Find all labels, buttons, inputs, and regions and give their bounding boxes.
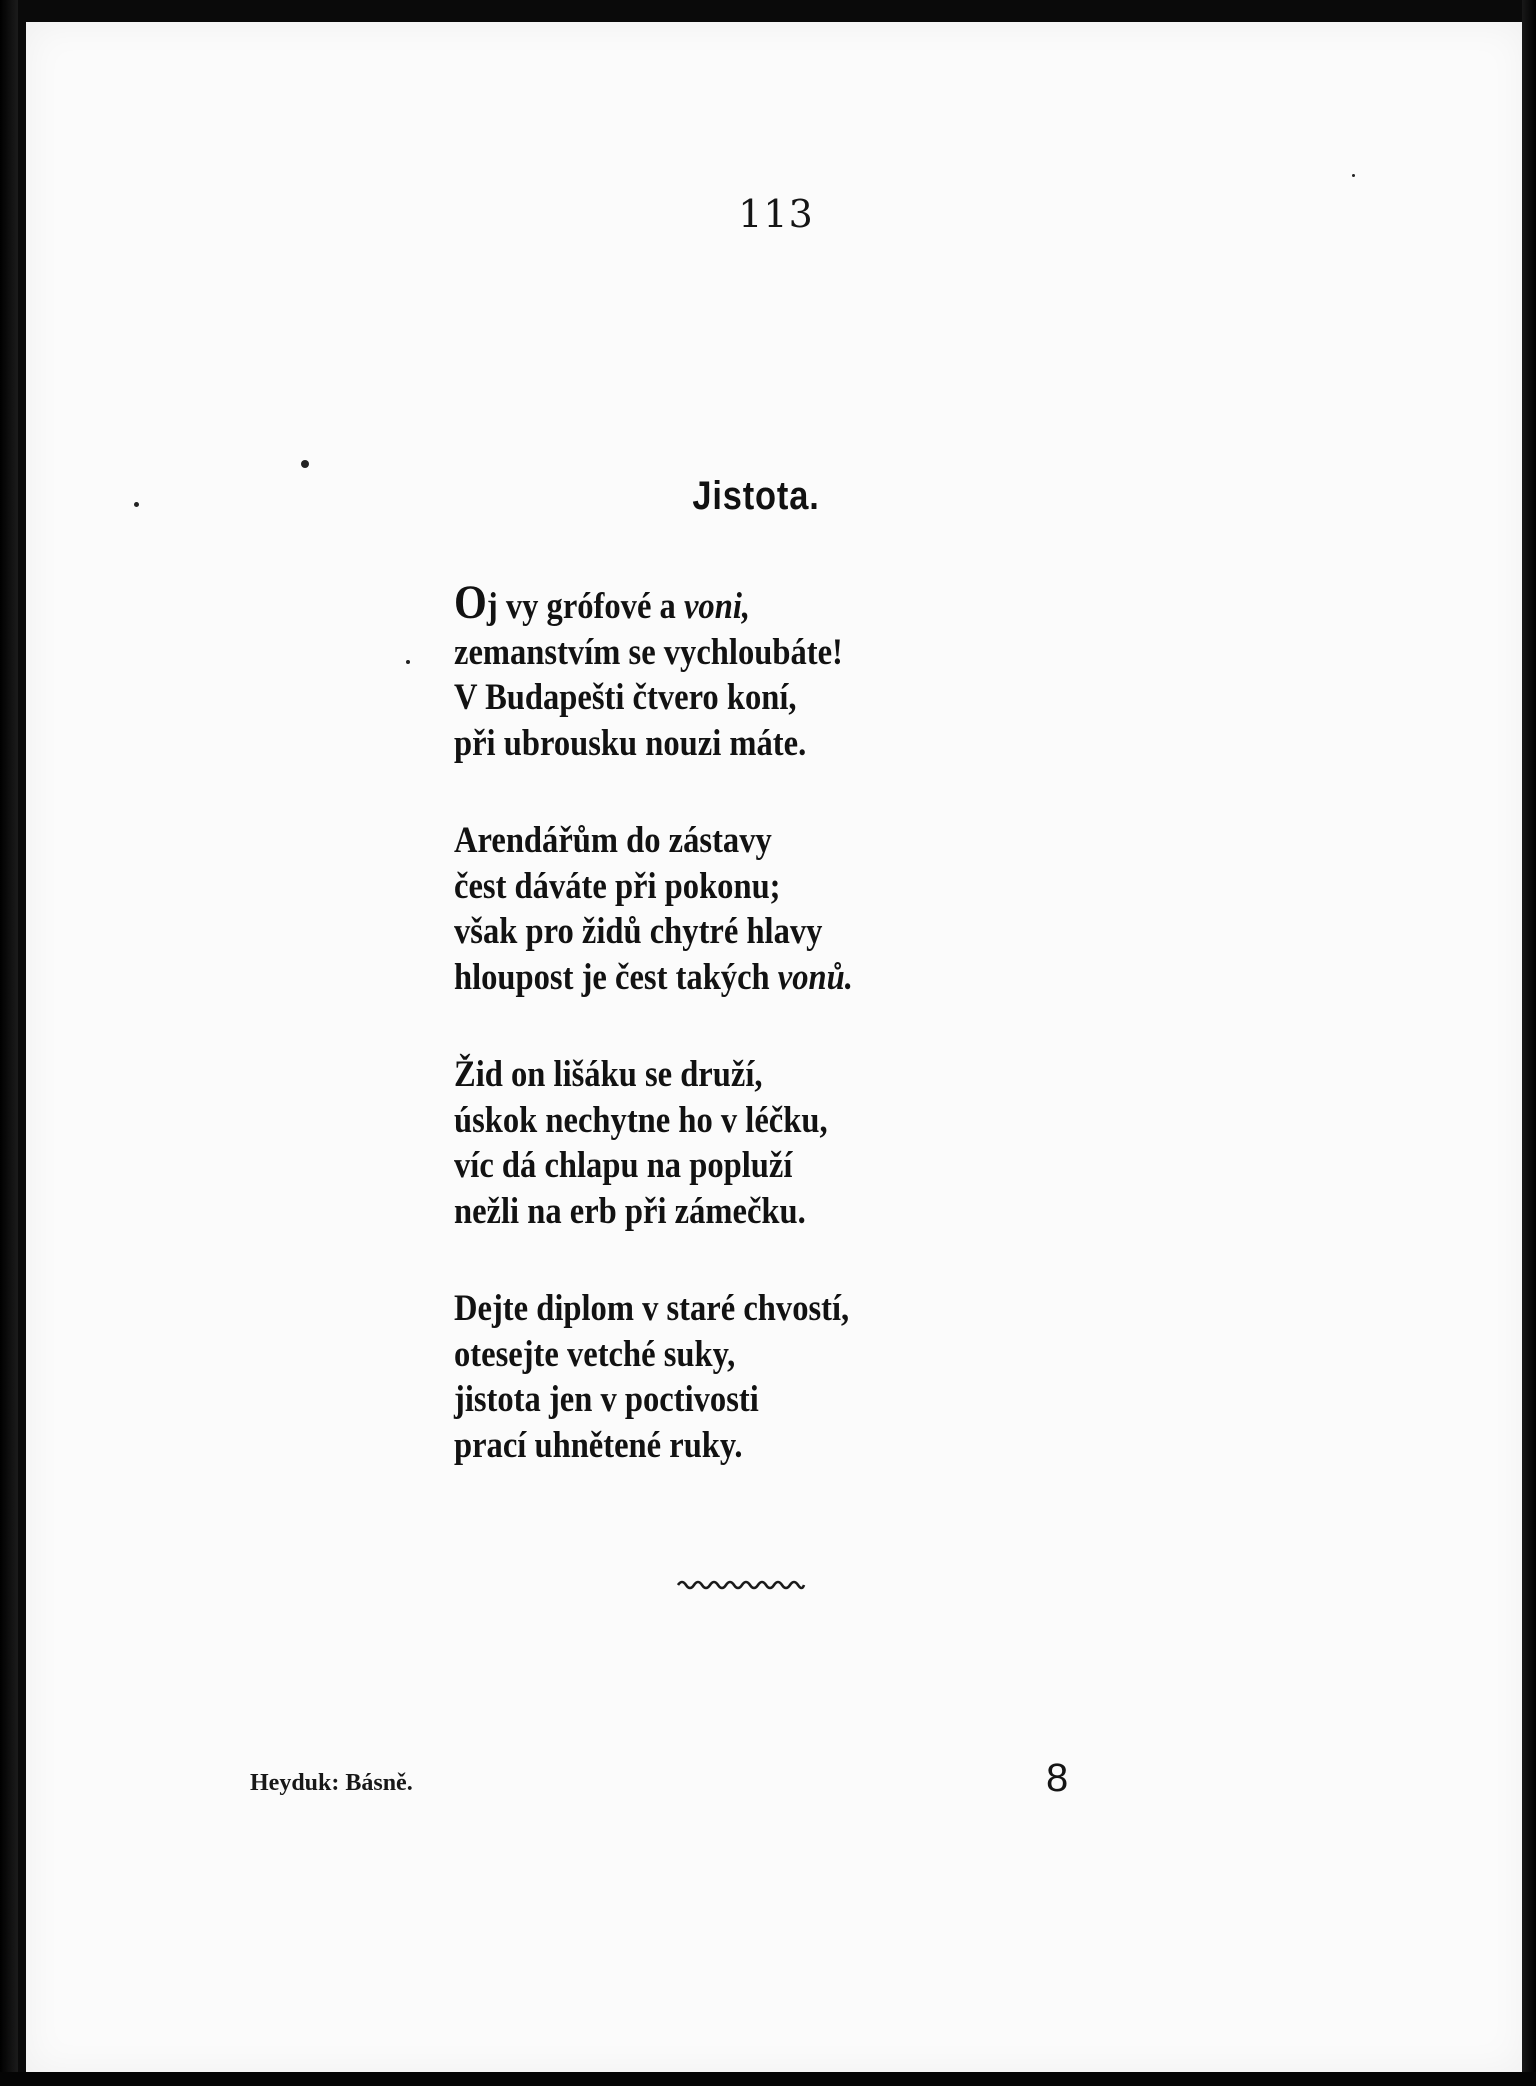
poem-line: však pro židů chytré hlavy <box>454 911 823 952</box>
poem-line: čest dáváte při pokonu; <box>454 865 781 907</box>
signature-mark: Heyduk: Básně. <box>250 1770 413 1796</box>
poem-line: otesejte vetché suky, <box>454 1333 736 1375</box>
initial-letter: O <box>454 576 487 629</box>
poem-line: Dejte diplom v staré chvostí, <box>454 1288 850 1329</box>
line-text: hloupost je čest takých <box>454 956 778 998</box>
poem-line: při ubrousku nouzi máte. <box>454 722 807 764</box>
page-number: 113 <box>738 192 814 236</box>
book-page <box>26 22 1526 2074</box>
stanza-1 <box>454 576 1094 766</box>
paper-speck <box>134 502 139 507</box>
line-text: j vy grófové a <box>486 586 684 627</box>
poem-title: Jistota. <box>692 474 820 518</box>
poem-line: V Budapešti čtvero koní, <box>454 677 797 718</box>
paper-speck <box>301 460 309 468</box>
poem-line: víc dá chlapu na popluží <box>454 1145 793 1186</box>
scan-edge-left <box>0 0 18 2086</box>
stanza-2 <box>454 818 1094 1000</box>
scan-edge-right <box>1522 0 1536 2086</box>
paper-speck <box>1352 174 1355 177</box>
wavy-divider-ornament <box>676 1577 806 1593</box>
stanza-4 <box>454 1286 1094 1468</box>
poem-line: Žid on lišáku se druží, <box>454 1054 763 1095</box>
line-italic: vonů. <box>777 956 853 998</box>
sheet-number: 8 <box>1046 1756 1069 1800</box>
poem-line: jistota jen v poctivosti <box>454 1379 759 1420</box>
poem-line: zemanstvím se vychloubáte! <box>454 631 843 673</box>
line-italic: voni, <box>683 586 751 627</box>
poem-line: nežli na erb při zámečku. <box>454 1190 806 1232</box>
poem-line <box>454 576 1017 630</box>
poem-line: Arendářům do zástavy <box>454 820 772 861</box>
paper-speck <box>406 660 410 664</box>
stanza-3 <box>454 1052 1094 1234</box>
poem-line <box>454 955 1017 1001</box>
poem-line: úskok nechytne ho v léčku, <box>454 1099 828 1141</box>
poem-line: prací uhnětené ruky. <box>454 1424 743 1466</box>
poem-body <box>454 576 1094 1520</box>
scan-edge-bottom <box>0 2072 1536 2086</box>
